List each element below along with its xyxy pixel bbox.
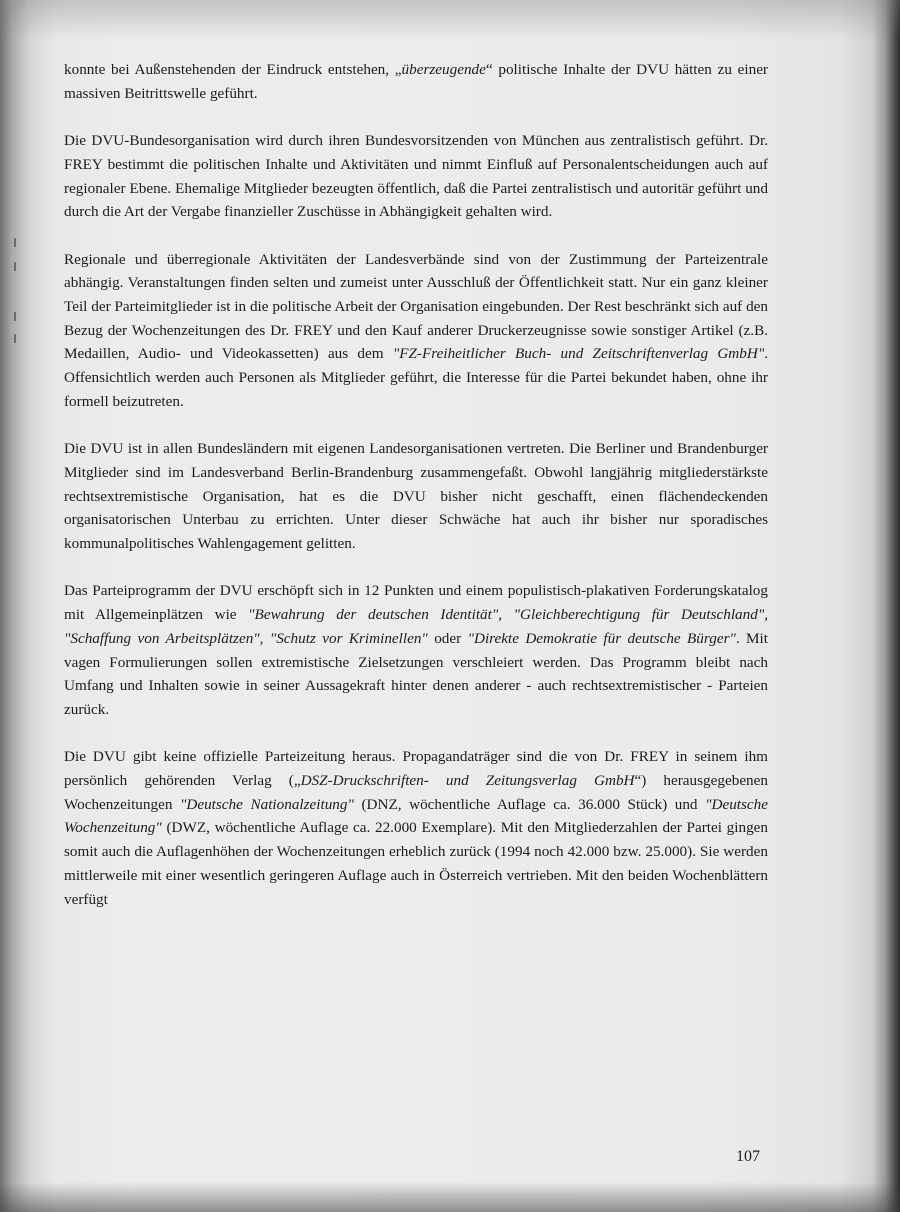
text-segment: . Mit vagen Formulierungen sollen extremistische Zielsetzungen verschleiert werden. Das Programm bleibt nach Umfang und Inhalten sowie in seiner Aussagekraft hinter denen anderer - auch rechtsextremistischer - Parteien zurück. — [64, 629, 768, 718]
text-segment: oder — [427, 629, 468, 647]
italic-segment: "Deutsche Wochenzeitung" — [64, 795, 768, 837]
body-text — [64, 58, 768, 935]
paragraph-6 — [64, 745, 768, 911]
text-segment: “) herausgegebenen Wochenzeitungen — [64, 772, 768, 813]
margin-mark — [14, 312, 16, 321]
italic-segment: überzeugende — [401, 61, 486, 78]
paragraph-3 — [64, 248, 768, 414]
text-segment: “ politische Inhalte der DVU hätten zu einer massiven Beitrittswelle geführt. — [64, 61, 768, 102]
text-segment: (DWZ, wöchentliche Auflage ca. 22.000 Exemplare). Mit den Mitgliederzahlen der Partei gingen somit auch die Auflagenhöhen der Wochenzeitungen erheblich zurück (1994 noch 42.000 bzw. 25.000). Sie werden mittlerweile mit einer wesentlich geringeren Auflage auch in Österreich vertrieben. Mit den beiden Wochenblättern verfügt — [64, 819, 768, 908]
bottom-edge-shadow — [0, 1182, 900, 1212]
text-segment: Die DVU ist in allen Bundesländern mit eigenen Landesorganisationen vertreten. Die Berliner und Brandenburger Mitglieder sind im Landesverband Berlin-Brandenburg zusammengefaßt. Obwohl langjährig mitgliederstärkste rechtsextremistische Organisation, hat es die DVU bisher nicht geschafft, einen flächendeckenden organisatorischen Unterbau zu errichten. Unter dieser Schwäche hat auch ihr bisher nur sporadisches kommunalpolitisches Wahlengagement gelitten. — [64, 440, 768, 553]
italic-segment: DSZ-Druckschriften- und Zeitungsverlag GmbH — [300, 772, 635, 790]
margin-mark — [14, 334, 16, 343]
page-number: 107 — [736, 1148, 760, 1165]
paragraph-1 — [64, 58, 768, 105]
text-segment: Das Parteiprogramm der DVU erschöpft sich in 12 Punkten und einem populistisch-plakativen Forderungskatalog mit Allgemeinplätzen wie — [64, 582, 768, 624]
paragraph-5 — [64, 579, 768, 721]
text-segment: (DNZ, wöchentliche Auflage ca. 36.000 Stück) und — [353, 795, 706, 813]
italic-segment: "Direkte Demokratie für deutsche Bürger" — [467, 629, 736, 647]
text-segment: Die DVU gibt keine offizielle Parteizeitung heraus. Propagandaträger sind die von Dr. FREY in seinem ihm persönlich gehörenden Verlag („ — [64, 748, 768, 790]
margin-mark — [14, 238, 16, 247]
text-segment: . Offensichtlich werden auch Personen als Mitglieder geführt, die Interesse für die Partei bekundet haben, ohne ihr formell beizutreten. — [64, 345, 769, 410]
italic-segment: "Deutsche Nationalzeitung" — [180, 795, 354, 813]
text-segment: konnte bei Außenstehenden der Eindruck entstehen, „ — [64, 61, 402, 78]
paragraph-2 — [64, 129, 768, 224]
italic-segment: "Bewahrung der deutschen Identität", "Gleichberechtigung für Deutschland", "Schaffung von Arbeitsplätzen", "Schutz vor Kriminellen" — [64, 606, 768, 647]
paragraph-4 — [64, 437, 768, 556]
text-segment: Die DVU-Bundesorganisation wird durch ihren Bundesvorsitzenden von München aus zentralistisch geführt. Dr. FREY bestimmt die politischen Inhalte und Aktivitäten und nimmt Einfluß auf Personalentscheidungen auch auf regionaler Ebene. Ehemalige Mitglieder bezeugten öffentlich, daß die Partei zentralistisch und autoritär geführt und durch die Art der Vergabe finanzieller Zuschüsse in Abhängigkeit gehalten wird. — [64, 132, 768, 221]
top-edge-shadow — [0, 0, 900, 40]
italic-segment: "FZ-Freiheitlicher Buch- und Zeitschriftenverlag GmbH" — [392, 345, 765, 363]
text-segment: Regionale und überregionale Aktivitäten der Landesverbände sind von der Zustimmung der Parteizentrale abhängig. Veranstaltungen finden selten und zumeist unter Ausschluß der Öffentlichkeit statt. Nur ein ganz kleiner Teil der Parteimitglieder ist in die politische Arbeit der Organisation eingebunden. Der Rest beschränkt sich auf den Bezug der Wochenzeitungen des Dr. FREY und den Kauf anderer Druckerzeugnisse sowie sonstiger Artikel (z.B. Medaillen, Audio- und Videokassetten) aus dem — [64, 250, 768, 363]
margin-mark — [14, 262, 16, 271]
